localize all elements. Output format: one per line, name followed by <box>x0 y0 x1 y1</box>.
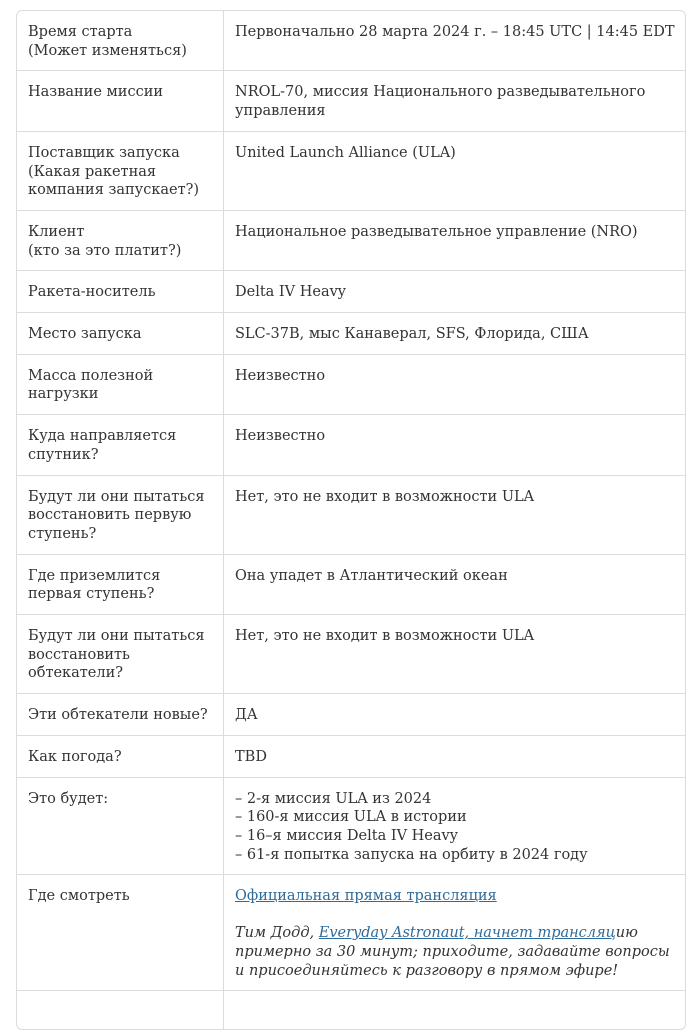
fairing-recovery-value: Нет, это не входит в возможности ULA <box>224 615 686 694</box>
mission-name-label: Название миссии <box>17 71 224 131</box>
row-rocket <box>17 271 685 313</box>
stream-note <box>235 924 675 980</box>
row-this-will-be <box>17 777 685 875</box>
fairings-new-label: Эти обтекатели новые? <box>17 694 224 736</box>
mission-info-table-container <box>16 10 686 1030</box>
customer-label <box>17 210 224 270</box>
weather-label: Как погода? <box>17 735 224 777</box>
row-first-stage-landing <box>17 554 685 614</box>
empty-value-cell <box>224 991 686 1030</box>
launch-time-label <box>17 11 224 71</box>
row-where-to-watch <box>17 875 685 991</box>
payload-mass-label: Масса полезной нагрузки <box>17 354 224 414</box>
launch-time-value: Первоначально 28 марта 2024 г. – 18:45 UTC | 14:45 EDT <box>224 11 686 71</box>
row-weather <box>17 735 685 777</box>
where-to-watch-label: Где смотреть <box>17 875 224 991</box>
launch-time-label-line1: Время старта <box>28 24 133 40</box>
launch-site-label: Место запуска <box>17 313 224 355</box>
row-destination <box>17 415 685 475</box>
customer-value: Национальное разведывательное управление (NRO) <box>224 210 686 270</box>
row-launch-time <box>17 11 685 71</box>
launch-site-value: SLC-37B, мыс Канаверал, SFS, Флорида, США <box>224 313 686 355</box>
row-customer <box>17 210 685 270</box>
list-item: – 2-я миссия ULA из 2024 <box>235 790 432 807</box>
row-fairing-recovery <box>17 615 685 694</box>
first-stage-recovery-label: Будут ли они пытаться восстановить первую ступень? <box>17 475 224 554</box>
list-item: – 16–я миссия Delta IV Heavy <box>235 827 458 844</box>
empty-label-cell <box>17 991 224 1030</box>
mission-name-value: NROL-70, миссия Национального разведывательного управления <box>224 71 686 131</box>
stream-note-suffix: ию примерно за 30 минут; приходите, задавайте вопросы и присоединяйтесь к разговору в прямом эфире! <box>235 925 670 979</box>
rocket-label: Ракета-носитель <box>17 271 224 313</box>
launch-provider-value: United Launch Alliance (ULA) <box>224 131 686 210</box>
payload-mass-value: Неизвестно <box>224 354 686 414</box>
launch-provider-label <box>17 131 224 210</box>
row-launch-provider <box>17 131 685 210</box>
row-fairings-new <box>17 694 685 736</box>
destination-label: Куда направляется спутник? <box>17 415 224 475</box>
fairings-new-value: ДА <box>224 694 686 736</box>
first-stage-landing-label: Где приземлится первая ступень? <box>17 554 224 614</box>
first-stage-recovery-value: Нет, это не входит в возможности ULA <box>224 475 686 554</box>
customer-label-line1: Клиент <box>28 223 85 240</box>
this-will-be-list <box>224 777 686 875</box>
row-empty <box>17 991 685 1030</box>
row-first-stage-recovery <box>17 475 685 554</box>
launch-provider-label-line2: (Какая ракетная компания запускает?) <box>28 163 200 199</box>
customer-label-line2: (кто за это платит?) <box>28 242 182 259</box>
where-to-watch-value <box>224 875 686 991</box>
official-stream-link[interactable]: Официальная прямая трансляция <box>235 888 497 905</box>
row-mission-name <box>17 71 685 131</box>
destination-value: Неизвестно <box>224 415 686 475</box>
row-payload-mass <box>17 354 685 414</box>
stream-note-prefix: Тим Додд, <box>235 925 319 942</box>
weather-value: TBD <box>224 735 686 777</box>
mission-info-table <box>17 11 685 1029</box>
launch-provider-label-line1: Поставщик запуска <box>28 144 180 161</box>
list-item: – 160-я миссия ULA в истории <box>235 809 467 826</box>
fairing-recovery-label: Будут ли они пытаться восстановить обтекатели? <box>17 615 224 694</box>
rocket-value: Delta IV Heavy <box>224 271 686 313</box>
launch-time-label-line2: (Может изменяться) <box>28 42 187 59</box>
row-launch-site <box>17 313 685 355</box>
everyday-astronaut-link[interactable]: Everyday Astronaut, начнет трансляц <box>318 925 616 942</box>
list-item: – 61-я попытка запуска на орбиту в 2024 году <box>235 846 588 863</box>
this-will-be-label: Это будет: <box>17 777 224 875</box>
first-stage-landing-value: Она упадет в Атлантический океан <box>224 554 686 614</box>
